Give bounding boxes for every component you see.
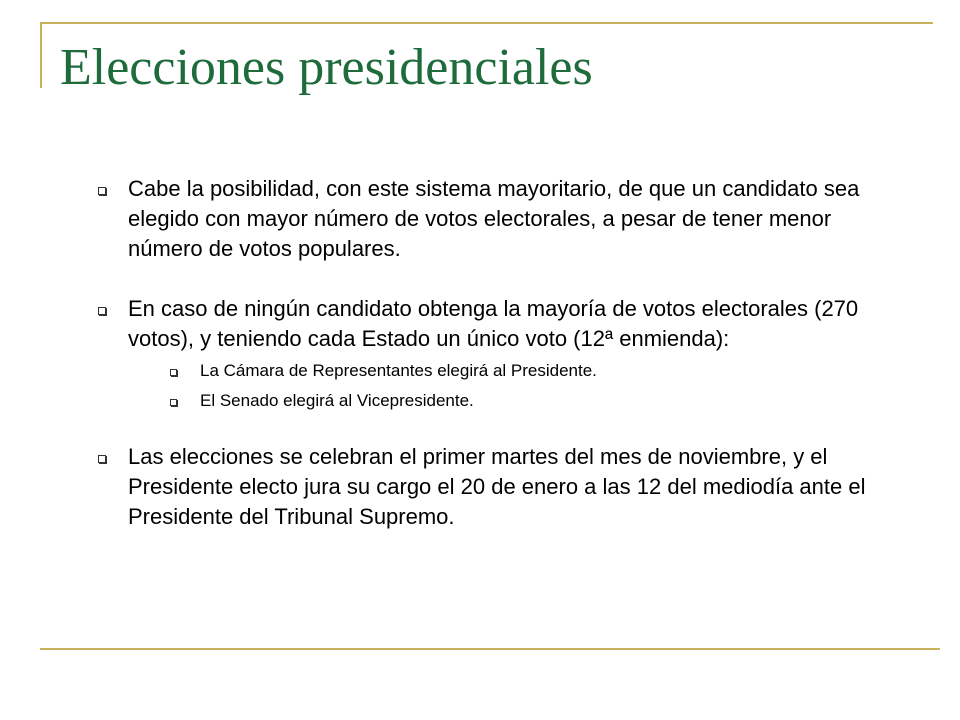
slide-content [96,174,876,532]
square-bullet-icon [170,399,177,406]
bullet-text: Cabe la posibilidad, con este sistema mayoritario, de que un candidato sea elegido con mayor número de votos electorales, a pesar de tener menor número de votos populares. [128,176,860,261]
bullet-item [96,294,876,354]
bullet-text: En caso de ningún candidato obtenga la mayoría de votos electorales (270 votos), y teniendo cada Estado un único voto (12ª enmienda): [128,296,859,351]
left-rule [40,22,42,88]
sub-bullet-item [168,360,876,382]
square-bullet-icon [98,187,106,195]
sub-bullet-list [168,360,876,412]
bullet-text: Las elecciones se celebran el primer martes del mes de noviembre, y el Presidente electo jura su cargo el 20 de enero a las 12 del mediodía ante el Presidente del Tribunal Supremo. [128,444,866,529]
bullet-item [96,174,876,264]
sub-bullet-text: El Senado elegirá al Vicepresidente. [200,391,474,410]
slide-title: Elecciones presidenciales [60,39,593,96]
square-bullet-icon [98,455,106,463]
square-bullet-icon [98,307,106,315]
top-rule [40,22,933,24]
bullet-item [96,442,876,532]
square-bullet-icon [170,369,177,376]
sub-bullet-item [168,390,876,412]
sub-bullet-text: La Cámara de Representantes elegirá al Presidente. [200,361,597,380]
bottom-rule [40,648,940,650]
